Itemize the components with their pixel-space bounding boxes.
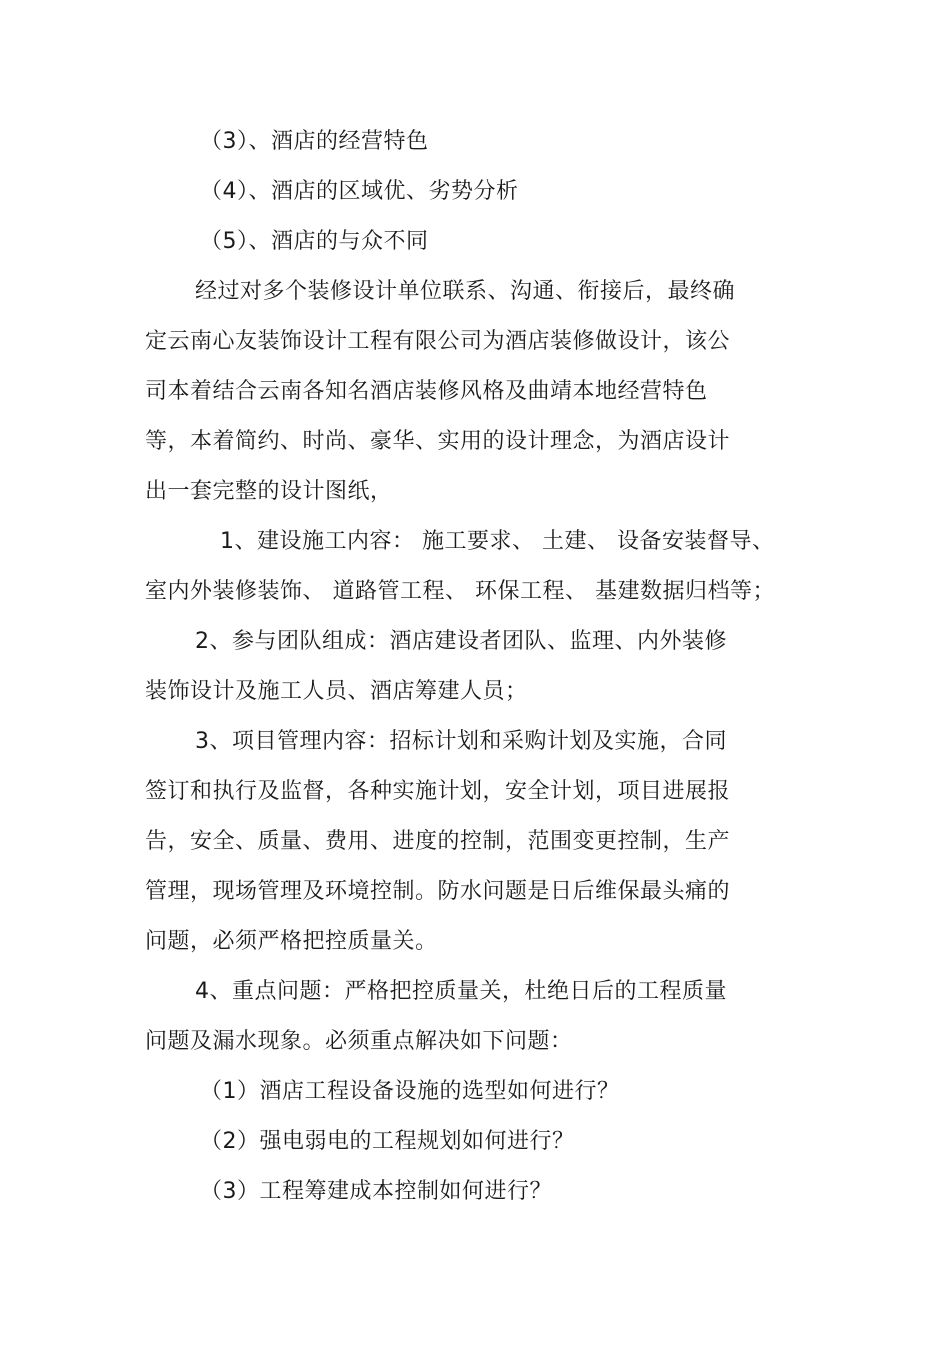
paragraph-line: 室内外装修装饰、 道路管工程、 环保工程、 基建数据归档等； — [145, 579, 775, 604]
paragraph-line: 2、参与团队组成：酒店建设者团队、监理、内外装修 — [195, 629, 727, 654]
paragraph-line: 问题，必须严格把控质量关。 — [145, 929, 438, 954]
list-item: （4）、酒店的区域优、劣势分析 — [200, 179, 519, 204]
list-item: （3）工程筹建成本控制如何进行？ — [200, 1179, 552, 1204]
list-item: （2）强电弱电的工程规划如何进行？ — [200, 1129, 575, 1154]
paragraph-line: 等，本着简约、时尚、豪华、实用的设计理念，为酒店设计 — [145, 429, 731, 454]
paragraph-line: 签订和执行及监督，各种实施计划，安全计划，项目进展报 — [145, 779, 731, 804]
paragraph-line: 3、项目管理内容：招标计划和采购计划及实施，合同 — [195, 729, 727, 754]
paragraph-line: 4、重点问题：严格把控质量关，杜绝日后的工程质量 — [195, 979, 727, 1004]
paragraph-line: 告，安全、质量、费用、进度的控制，范围变更控制，生产 — [145, 829, 731, 854]
paragraph-line: 1、建设施工内容： 施工要求、 土建、 设备安装督导、 — [220, 529, 775, 554]
list-item: （5）、酒店的与众不同 — [200, 229, 429, 254]
list-item: （1）酒店工程设备设施的选型如何进行？ — [200, 1079, 620, 1104]
paragraph-line: 出一套完整的设计图纸， — [145, 479, 393, 504]
list-item: （3）、酒店的经营特色 — [200, 129, 429, 154]
paragraph-line: 问题及漏水现象。必须重点解决如下问题： — [145, 1029, 573, 1054]
paragraph-line: 经过对多个装修设计单位联系、沟通、衔接后，最终确 — [195, 279, 736, 304]
paragraph-line: 司本着结合云南各知名酒店装修风格及曲靖本地经营特色 — [145, 379, 708, 404]
paragraph-line: 定云南心友装饰设计工程有限公司为酒店装修做设计，该公 — [145, 329, 731, 354]
paragraph-line: 装饰设计及施工人员、酒店筹建人员； — [145, 679, 528, 704]
paragraph-line: 管理，现场管理及环境控制。防水问题是日后维保最头痛的 — [145, 879, 731, 904]
